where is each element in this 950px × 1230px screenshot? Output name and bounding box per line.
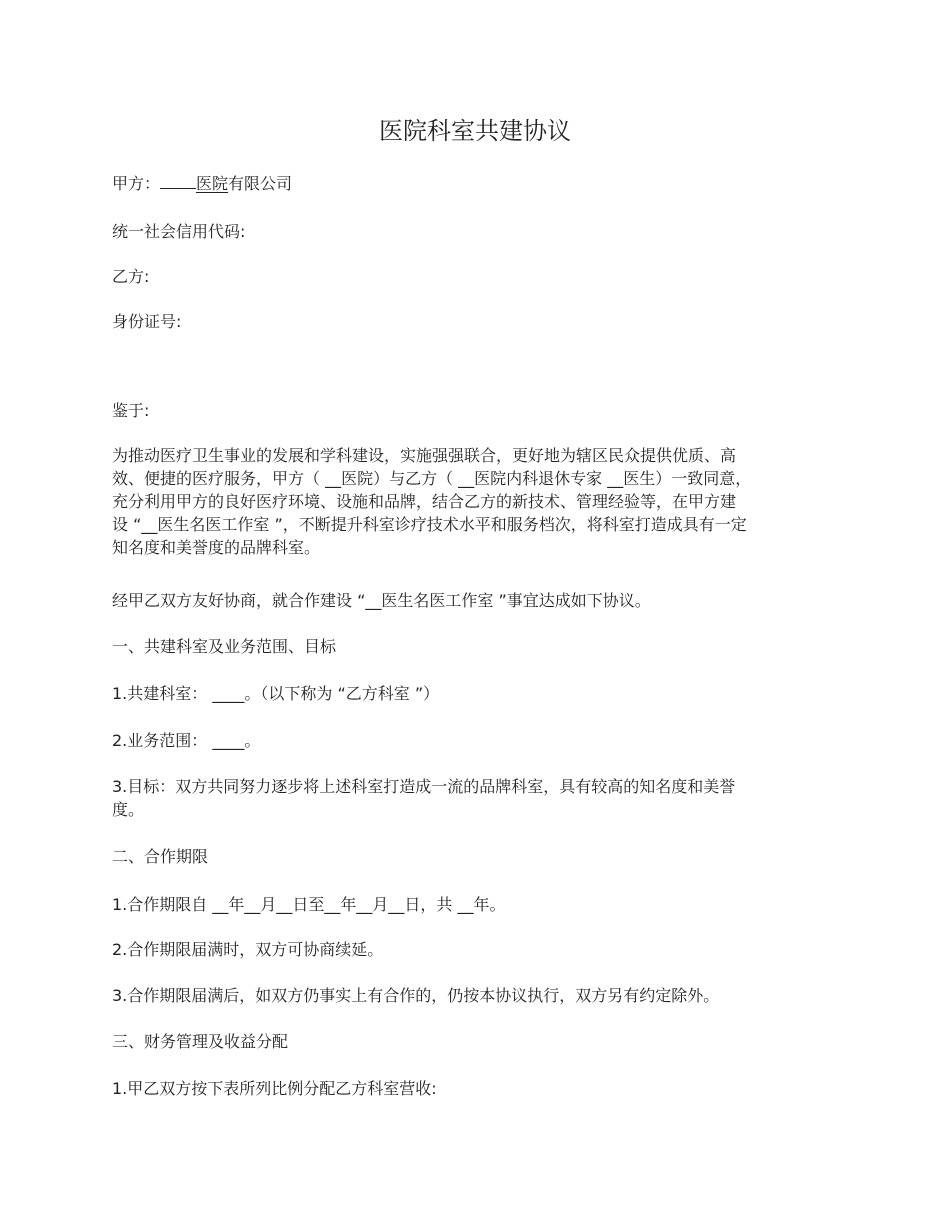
party-a-hospital: 医院 — [196, 174, 229, 193]
document-title: 医院科室共建协议 — [379, 117, 571, 145]
party-a-label: 甲方： — [112, 174, 161, 193]
whereas-line: 知名度和美誉度的品牌科室。 — [112, 538, 321, 557]
whereas-label: 鉴于: — [112, 401, 150, 420]
section3-item1: 1.甲乙双方按下表所列比例分配乙方科室营收: — [112, 1079, 437, 1098]
party-a-company: 有限公司 — [228, 174, 293, 193]
whereas-paragraph — [112, 444, 827, 559]
section1-item3-line: 3.目标：双方共同努力逐步将上述科室打造成一流的品牌科室，具有较高的知名度和美誉 — [112, 777, 736, 796]
section1-item3-line: 度。 — [112, 800, 145, 819]
whereas-line: 充分利用甲方的良好医疗环境、设施和品牌，结合乙方的新技术、管理经验等，在甲方建 — [112, 492, 737, 511]
section2-item3: 3.合作期限届满后，如双方仍事实上有合作的，仍按本协议执行，双方另有约定除外。 — [112, 986, 720, 1005]
section2-item2: 2.合作期限届满时，双方可协商续延。 — [112, 940, 384, 959]
whereas-line: 效、便捷的医疗服务，甲方（ __医院）与乙方（ __医院内科退休专家 __医生）一致同意， — [112, 469, 752, 488]
section1-item2: 2.业务范围： ____。 — [112, 731, 261, 750]
section2-heading: 二、合作期限 — [112, 847, 209, 866]
whereas-line: 为推动医疗卫生事业的发展和学科建设，实施强强联合，更好地为辖区民众提供优质、高 — [112, 446, 737, 465]
party-a-blank — [160, 173, 196, 189]
party-b-label: 乙方: — [112, 267, 150, 286]
intro-paragraph: 经甲乙双方友好协商，就合作建设 “__医生名医工作室 ”事宜达成如下协议。 — [112, 591, 651, 610]
party-a-line — [112, 172, 292, 195]
section1-heading: 一、共建科室及业务范围、目标 — [112, 637, 337, 656]
section2-item1: 1.合作期限自 __年__月__日至__年__月__日，共 __年。 — [112, 895, 506, 914]
section3-heading: 三、财务管理及收益分配 — [112, 1032, 289, 1051]
credit-code-label: 统一社会信用代码: — [112, 222, 246, 241]
section1-item1: 1.共建科室： ____。（以下称为 “乙方科室 ”） — [112, 684, 440, 703]
section1-item3 — [112, 775, 827, 821]
id-number-label: 身份证号: — [112, 312, 182, 331]
whereas-line: 设 “__医生名医工作室 ”，不断提升科室诊疗技术水平和服务档次，将科室打造成具有一定 — [112, 515, 747, 534]
